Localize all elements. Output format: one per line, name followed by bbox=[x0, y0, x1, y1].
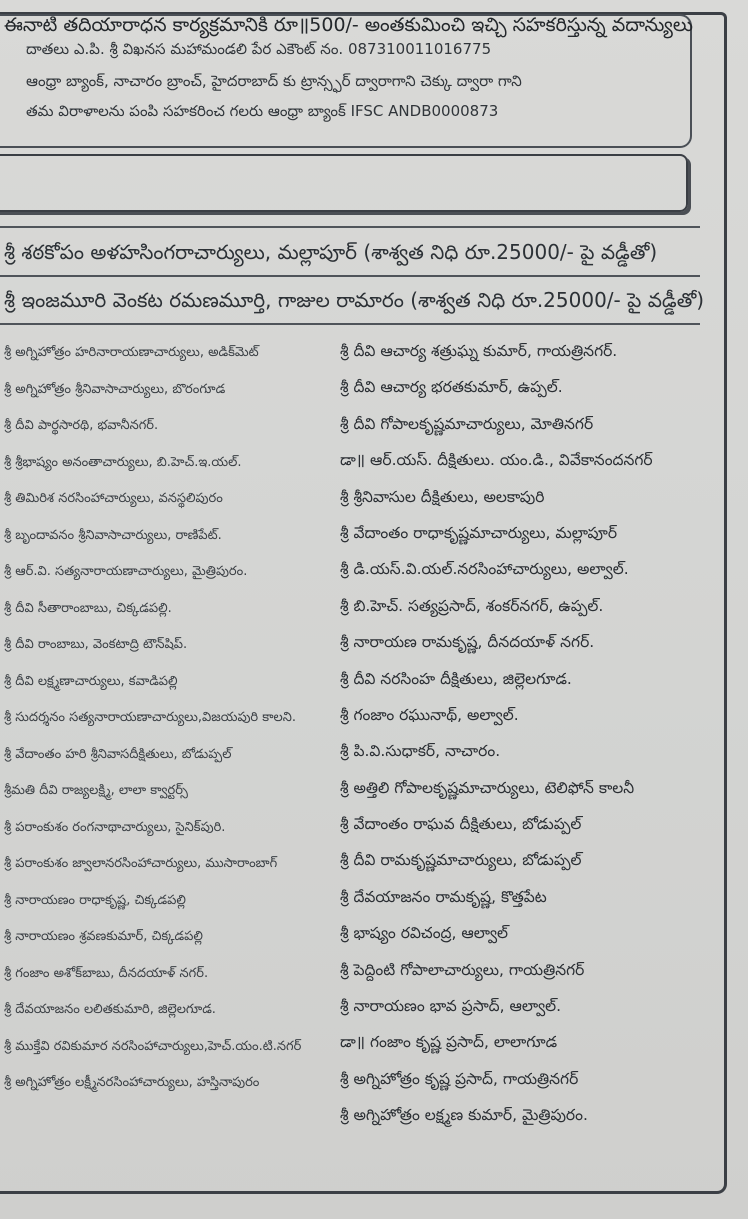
list-item: శ్రీ వేదాంతం రాఘవ దీక్షితులు, బోడుప్పల్ bbox=[340, 815, 582, 834]
donors-banner bbox=[0, 154, 688, 212]
donors-banner-title: ఈనాటి తదియారాధన కార్యక్రమానికి రూ॥500/- అంతకుమించి ఇచ్చి సహకరిస్తున్న వదాన్యులు bbox=[4, 14, 693, 36]
list-item: శ్రీ అగ్నిహోత్రం హరినారాయణాచార్యులు, అడిక్‌మెట్ bbox=[4, 345, 259, 360]
list-item: శ్రీ దీవి రామకృష్ణమాచార్యులు, బోడుప్పల్ bbox=[340, 851, 582, 870]
list-item: శ్రీ నారాయణం రాధాకృష్ణ, చిక్కడపల్లి bbox=[4, 892, 186, 908]
list-item: శ్రీ ఆర్.వి. సత్యనారాయణాచార్యులు, మైత్రిపురం. bbox=[4, 564, 248, 579]
list-item: శ్రీ దీవి నరసింహ దీక్షితులు, జిల్లెలగూడ. bbox=[340, 669, 572, 688]
divider bbox=[0, 226, 700, 228]
list-item: శ్రీ వేదాంతం హరి శ్రీనివాసదీక్షితులు, బోడుప్పల్ bbox=[4, 746, 232, 762]
donor-list-right bbox=[340, 342, 700, 1143]
list-item: శ్రీ వేదాంతం రాధాకృష్ణమాచార్యులు, మల్లాపూర్ bbox=[340, 523, 618, 542]
list-item: శ్రీ నారాయణ రామకృష్ణ, దీనదయాళ్ నగర్. bbox=[340, 633, 595, 652]
list-item: శ్రీ గంజాం రఘునాథ్, అల్వాల్. bbox=[340, 705, 519, 724]
list-item: శ్రీ అగ్నిహోత్రం లక్ష్మీనరసింహాచార్యులు, హస్తినాపురం bbox=[4, 1075, 260, 1090]
donor-list-left bbox=[4, 345, 334, 1112]
list-item: శ్రీ దీవి పార్థసారథి, భవానీనగర్. bbox=[4, 418, 159, 433]
list-item: శ్రీ ముక్తేవి రవికుమార నరసింహాచార్యులు,హెచ్.యం.టి.నగర్ bbox=[4, 1038, 302, 1054]
list-item: శ్రీ భాష్యం రవిచంద్ర, ఆల్వాల్ bbox=[340, 924, 509, 943]
list-item: శ్రీ నారాయణం భావ ప్రసాద్, ఆల్వాల్. bbox=[340, 997, 562, 1016]
list-item: శ్రీ దీవి సీతారాంబాబు, చిక్కడపల్లి. bbox=[4, 600, 172, 616]
bank-account-line: దాతలు ఎ.పి. శ్రీ విఖనస మహామండలి పేర ఎకౌంట్ నం. 08731001101677​5 bbox=[26, 40, 492, 58]
list-item: శ్రీ గంజాం అశోక్‌బాబు, దీనదయాళ్ నగర్. bbox=[4, 965, 209, 981]
list-item: శ్రీ దీవి గోపాలకృష్ణమాచార్యులు, మోతినగర్ bbox=[340, 414, 594, 433]
divider bbox=[0, 323, 700, 325]
list-item: శ్రీ దీవి రాంబాబు, వెంకటాద్రి టౌన్‌షిప్. bbox=[4, 637, 188, 652]
list-item: శ్రీ అగ్నిహోత్రం శ్రీనివాసాచార్యులు, బొరంగూడ bbox=[4, 381, 226, 397]
list-item: శ్రీ బి.హెచ్. సత్యప్రసాద్, శంకర్‌నగర్, ఉప్పల్. bbox=[340, 596, 604, 615]
bank-ifsc-line: తమ విరాళాలను పంపి సహకరించ గలరు ఆంధ్రా బ్యాంక్ IFSC ANDB0000873 bbox=[26, 102, 499, 120]
list-item: శ్రీ దేవయాజనం రామకృష్ణ, కొత్తపేట bbox=[340, 887, 547, 906]
list-item: శ్రీ డి.యస్.వి.యల్.నరసింహాచార్యులు, అల్వాల్. bbox=[340, 560, 629, 579]
list-item: శ్రీ పరాంకుశం రంగనాథాచార్యులు, సైనిక్‌పురి. bbox=[4, 819, 226, 835]
bank-transfer-line: ఆంధ్రా బ్యాంక్, నాచారం బ్రాంచ్, హైదరాబాద్ కు ట్రాన్స్ఫర్ ద్వారాగాని చెక్కు ద్వారా గాని bbox=[26, 72, 522, 90]
list-item: శ్రీ బృందావనం శ్రీనివాసాచార్యులు, రాణిపేట్. bbox=[4, 527, 222, 543]
divider bbox=[0, 275, 700, 277]
list-item: శ్రీ పెద్దింటి గోపాలాచార్యులు, గాయత్రినగర్ bbox=[340, 960, 585, 979]
list-item: శ్రీమతి దీవి రాజ్యలక్ష్మి, లాలా క్వార్టర్స్ bbox=[4, 783, 188, 798]
list-item: శ్రీ సుదర్శనం సత్యనారాయణాచార్యులు,విజయపురి కాలని. bbox=[4, 710, 297, 725]
list-item: శ్రీ అత్తిలి గోపాలకృష్ణమాచార్యులు, టెలిఫోన్ కాలనీ bbox=[340, 778, 635, 797]
list-item: శ్రీ తిమిరిశ నరసింహాచార్యులు, వనస్థలిపురం bbox=[4, 491, 223, 506]
list-item: శ్రీ దీవి ఆచార్య భరతకుమార్, ఉప్పల్. bbox=[340, 378, 563, 397]
list-item: శ్రీ పి.వి.సుధాకర్, నాచారం. bbox=[340, 742, 501, 761]
major-donor-2: శ్రీ ఇంజమూరి వెంకట రమణమూర్తి, గాజుల రామారం (శాశ్వత నిధి రూ.25000/- పై వడ్డీతో) bbox=[4, 288, 705, 312]
list-item: డా॥ ఆర్.యస్. దీక్షితులు. యం.డి., వివేకానందనగర్ bbox=[340, 451, 653, 470]
list-item: శ్రీ దేవయాజనం లలితకుమారి, జిల్లెలగూడ. bbox=[4, 1002, 216, 1017]
list-item: శ్రీ దీవి ఆచార్య శత్రుఘ్న కుమార్, గాయత్రినగర్. bbox=[340, 342, 618, 360]
list-item: శ్రీ అగ్నిహోత్రం లక్ష్మణ కుమార్, మైత్రిపురం. bbox=[340, 1106, 588, 1125]
list-item: శ్రీ శ్రీభాష్యం అనంతాచార్యులు, బి.హెచ్.ఇ.యల్. bbox=[4, 454, 242, 470]
list-item: శ్రీ దీవి లక్ష్మణాచార్యులు, కవాడిపల్లి bbox=[4, 673, 178, 689]
major-donor-1: శ్రీ శఠకోపం అళహసింగరాచార్యులు, మల్లాపూర్ (శాశ్వత నిధి రూ.25000/- పై వడ్డీతో) bbox=[4, 240, 658, 264]
list-item: శ్రీ అగ్నిహోత్రం కృష్ణ ప్రసాద్, గాయత్రినగర్ bbox=[340, 1069, 579, 1088]
list-item: డా॥ గంజాం కృష్ణ ప్రసాద్, లాలాగూడ bbox=[340, 1033, 558, 1052]
list-item: శ్రీ శ్రీనివాసుల దీక్షితులు, అలకాపురి bbox=[340, 487, 545, 506]
list-item: శ్రీ పరాంకుశం జ్వాలానరసింహాచార్యులు, ముసారాంబాగ్ bbox=[4, 856, 278, 871]
list-item: శ్రీ నారాయణం శ్రవణకుమార్, చిక్కడపల్లి bbox=[4, 929, 203, 944]
